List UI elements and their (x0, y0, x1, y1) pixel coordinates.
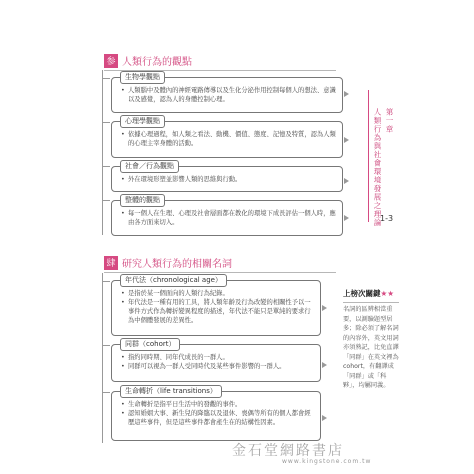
section-header (104, 254, 336, 271)
bullet-text: • 生命轉折是指平日生活中的發觀的事件。 (121, 400, 314, 409)
chapter-title: 人類行為與社會環境發展之理論 (373, 108, 382, 227)
arrow-icon (344, 178, 349, 184)
note-body: 名詞的區辨相當重要，以測驗題型居多；除必須了解名詞的內容外，英文用詞亦須熟記，比免直譯「同群」在英文裡為cohort，有翻譯成「同群」或「科夥」，均屬同義。 (343, 302, 399, 391)
bullet-text: • 認知婚姻大事、新生兒的降臨以及退休、喪偶等所有的個人都會經歷這些事件，但是這些事件都會產生在的結構性因素。 (121, 409, 314, 427)
connector-line (102, 122, 110, 123)
connector-line (102, 78, 110, 79)
bullet-text: • 每一個人在生理、心理及社會層面都在教化的環境下成長評估一個人時，應由各方面來切入。 (121, 209, 336, 227)
box-tag: 心理學觀點 (120, 115, 165, 128)
concept-box (111, 162, 343, 192)
bullet-text: • 是指於某一個面向的人類行為紀錄。 (121, 289, 314, 298)
page-number: 1-3 (380, 214, 394, 223)
divider (104, 272, 336, 273)
section-title: 人類行為的觀點 (122, 57, 192, 68)
bullet-text: • 指約同時期、同年代成長的一群人。 (121, 353, 314, 362)
key-note (343, 288, 399, 391)
connector-line (102, 166, 110, 167)
box-tag: 年代法（chronological age） (120, 274, 227, 287)
bullet-text: • 依據心理過程，如人類之看法、動機、價值、態度、記憶及特質，認為人類的心理主宰身體的活動。 (121, 130, 336, 148)
box-tag: 生物學觀點 (120, 71, 165, 84)
star-icon: ★★ (380, 289, 394, 298)
concept-box (111, 387, 321, 441)
connector-line (102, 273, 103, 443)
connector-line (102, 345, 110, 346)
concept-box (111, 196, 343, 236)
chapter-divider (368, 90, 369, 222)
concept-box (111, 340, 321, 382)
note-title (343, 288, 399, 299)
box-tag: 社會／行為觀點 (120, 160, 179, 173)
connector-line (102, 70, 103, 235)
chapter-tab (372, 108, 394, 227)
section-number: 参 (104, 54, 118, 68)
bullet-text: • 年代法是一種有用的工具，將人類年齡及行為改變的相關性予以一事件方式作為轉折變異程度的描述，年代法不能只是單純的要求行為中個體發展的差異性。 (121, 298, 314, 325)
note-title-text: 上榜次關鍵 (343, 289, 381, 298)
connector-line (102, 392, 110, 393)
box-tag: 同群（cohort） (120, 338, 180, 351)
bullet-text: • 人類腦中及體內的神經電路傳導以及生化分泌作用控制每個人的想法、意識以及感覺，認為人的身體控制心理。 (121, 86, 336, 104)
section-header (104, 52, 336, 69)
watermark: 金石堂網路書店 (232, 443, 344, 459)
arrow-icon (344, 91, 349, 97)
connector-line (102, 200, 110, 201)
section-number: 肆 (104, 256, 118, 270)
arrow-icon (344, 215, 349, 221)
concept-box (111, 117, 343, 158)
arrow-icon (322, 362, 327, 368)
concept-box (111, 73, 343, 113)
box-tag: 生命轉折（life transitions） (120, 385, 222, 398)
section-title: 研究人類行為的相關名詞 (122, 259, 232, 270)
bullet-text: • 同群可以視為一群人受同時代及某些事件影響的一群人。 (121, 362, 314, 371)
arrow-icon (322, 305, 327, 311)
box-tag: 整體的觀點 (120, 194, 165, 207)
watermark-url: www.kingstone.com.tw (282, 458, 372, 465)
concept-box (111, 276, 321, 336)
connector-line (102, 281, 110, 282)
bullet-text: • 外在環境形塑並影響人類的思維與行動。 (121, 175, 336, 184)
arrow-icon (322, 415, 327, 421)
chapter-label: 第一章 (385, 108, 394, 134)
arrow-icon (344, 137, 349, 143)
